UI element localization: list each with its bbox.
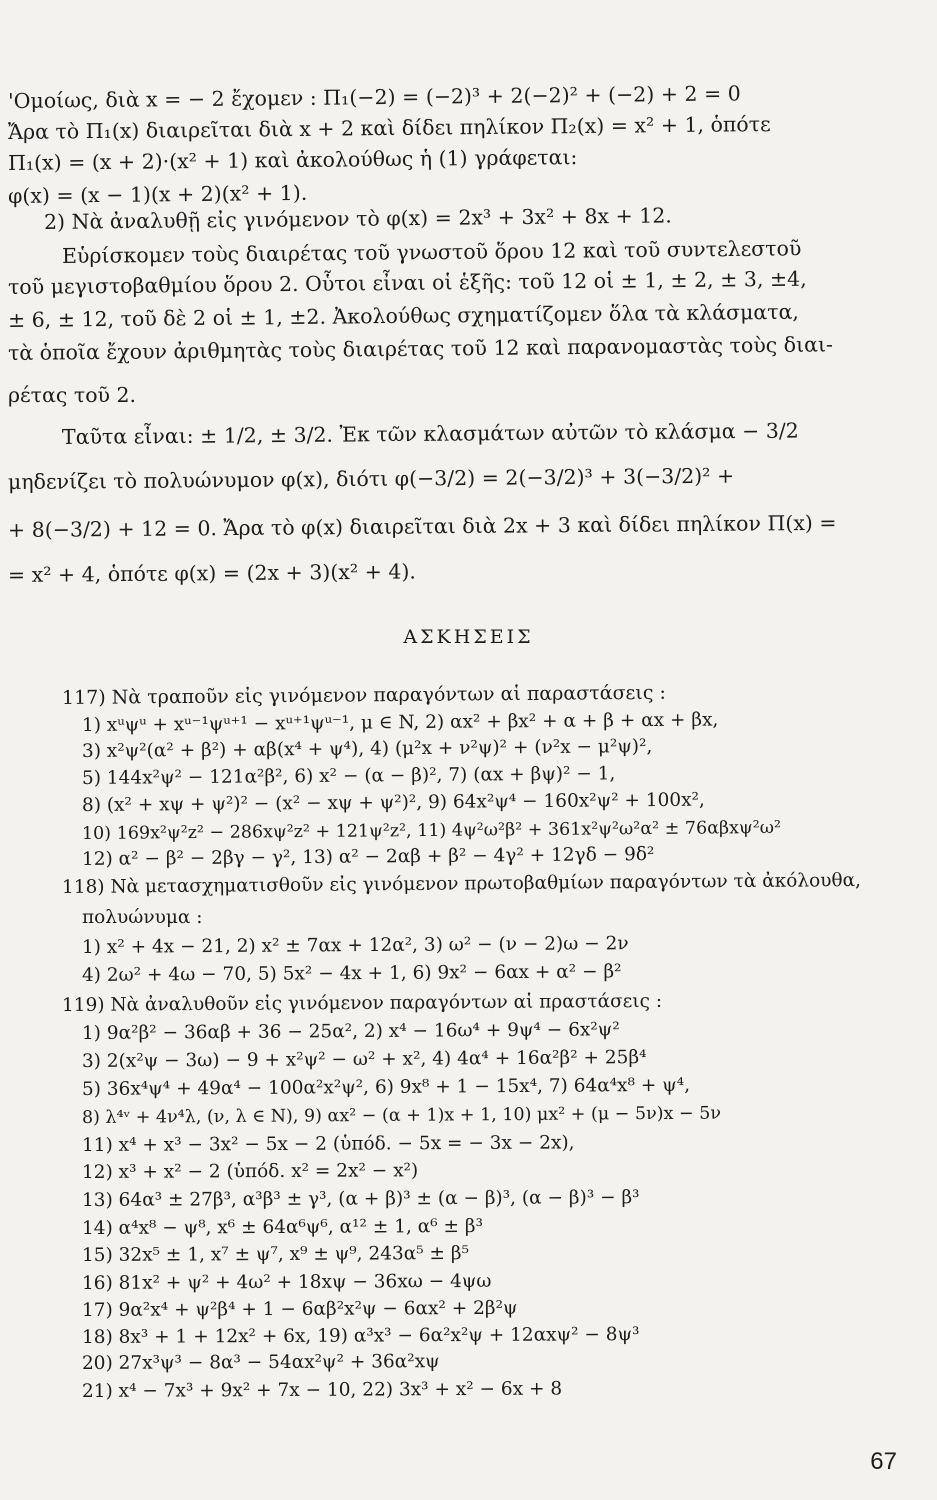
exercise-line: 1) xᵘψᵘ + xᵘ⁻¹ψᵘ⁺¹ − xᵘ⁺¹ψᵘ⁻¹, μ ∈ N, 2) αx² + βx² + α + β + αx + βx, (81, 709, 719, 736)
text-line: Ταῦτα εἶναι: ± 1/2, ± 3/2. Ἐκ τῶν κλασμάτων αὐτῶν τὸ κλάσμα − 3/2 (61, 418, 799, 449)
exercise-line: 13) 64α³ ± 27β³, α³β³ ± γ³, (α + β)³ ± (α − β)³, (α − β)³ − β³ (81, 1187, 640, 1211)
exercise-line: 4) 2ω² + 4ω − 70, 5) 5x² − 4x + 1, 6) 9x² − 6αx + α² − β² (81, 961, 622, 986)
text-line: μηδενίζει τὸ πολυώνυμον φ(x), διότι φ(−3/2) = 2(−3/2)³ + 3(−3/2)² + (7, 463, 735, 494)
exercise-118-title: 118) Νὰ μετασχηματισθοῦν εἰς γινόμενον πρωτοβαθμίων παραγόντων τὰ ἀκόλουθα, (61, 870, 862, 898)
exercise-line: 14) α⁴x⁸ − ψ⁸, x⁶ ± 64α⁶ψ⁶, α¹² ± 1, α⁶ ± β³ (81, 1215, 484, 1239)
text-line: τὰ ὁποῖα ἔχουν ἀριθμητὰς τοὺς διαιρέτας τοῦ 12 καὶ παρανομαστὰς τοὺς διαι- (7, 332, 834, 365)
exercise-119-title: 119) Νὰ ἀναλυθοῦν εἰς γινόμενον παραγόντων αἱ πραστάσεις : (61, 990, 663, 1016)
exercise-line: 21) x⁴ − 7x³ + 9x² + 7x − 10, 22) 3x³ + x² − 6x + 8 (81, 1378, 563, 1402)
exercise-line: 5) 36x⁴ψ⁴ + 49α⁴ − 100α²x²ψ², 6) 9x⁸ + 1 − 15x⁴, 7) 64α⁴x⁸ + ψ⁴, (81, 1074, 691, 1100)
exercise-line: 17) 9α²x⁴ + ψ²β⁴ + 1 − 6αβ²x²ψ − 6αx² + 2β²ψ (81, 1297, 518, 1321)
exercise-line: 12) α² − β² − 2βγ − γ², 13) α² − 2αβ + β² − 4γ² + 12γδ − 9δ² (81, 844, 655, 870)
exercise-line: 5) 144x²ψ² − 121α²β², 6) x² − (α − β)², 7) (αx + βψ)² − 1, (81, 763, 616, 789)
exercise-line: 20) 27x³ψ³ − 8α³ − 54αx²ψ² + 36α²xψ (81, 1351, 440, 1374)
text-line: τοῦ μεγιστοβαθμίου ὅρου 2. Οὗτοι εἶναι οἱ ἑξῆς: τοῦ 12 οἱ ± 1, ± 2, ± 3, ±4, (7, 266, 807, 299)
text-line: ρέτας τοῦ 2. (8, 383, 137, 407)
text-line: 'Ομοίως, διὰ x = − 2 ἔχομεν : Π₁(−2) = (−2)³ + 2(−2)² + (−2) + 2 = 0 (7, 81, 741, 113)
exercise-line: 8) (x² + xψ + ψ²)² − (x² − xψ + ψ²)², 9) 64x²ψ⁴ − 160x²ψ² + 100x², (81, 789, 705, 816)
exercise-line: 11) x⁴ + x³ − 3x² − 5x − 2 (ὑπόδ. − 5x = − 3x − 2x), (81, 1132, 575, 1156)
exercise-line: 3) x²ψ²(α² + β²) + αβ(x⁴ + ψ⁴), 4) (μ²x + ν²ψ)² + (ν²x − μ²ψ)², (81, 736, 653, 762)
exercise-line: 1) 9α²β² − 36αβ + 36 − 25α², 2) x⁴ − 16ω⁴ + 9ψ⁴ − 6x²ψ² (81, 1019, 620, 1044)
text-line: = x² + 4, ὁπότε φ(x) = (2x + 3)(x² + 4). (7, 559, 417, 587)
exercise-line: 18) 8x³ + 1 + 12x² + 6x, 19) α³x³ − 6α²x²ψ + 12αxψ² − 8ψ³ (81, 1324, 640, 1348)
section-heading: ΑΣΚΗΣΕΙΣ (403, 626, 534, 648)
exercise-line: πολυώνυμα : (82, 907, 203, 928)
exercise-line: 10) 169x²ψ²z² − 286xψ²z² + 121ψ²z², 11) 4ψ²ω²β² + 361x²ψ²ω²α² ± 76αβxψ²ω² (81, 817, 782, 844)
example-2-statement: 2) Νὰ ἀναλυθῇ εἰς γινόμενον τὸ φ(x) = 2x³ + 3x² + 8x + 12. (43, 203, 672, 234)
exercise-line: 16) 81x² + ψ² + 4ω² + 18xψ − 36xω − 4ψω (81, 1270, 492, 1294)
text-line: φ(x) = (x − 1)(x + 2)(x² + 1). (7, 180, 308, 208)
text-line: ± 6, ± 12, τοῦ δὲ 2 οἱ ± 1, ±2. Ἀκολούθως σχηματίζομεν ὅλα τὰ κλάσματα, (7, 299, 800, 332)
exercise-line: 8) λ⁴ᵛ + 4ν⁴λ, (ν, λ ∈ N), 9) αx² − (α + 1)x + 1, 10) μx² + (μ − 5ν)x − 5ν (81, 1103, 722, 1128)
text-line: + 8(−3/2) + 12 = 0. Ἄρα τὸ φ(x) διαιρεῖται διὰ 2x + 3 καὶ δίδει πηλίκον Π(x) = (7, 510, 837, 542)
page-number: 67 (870, 1448, 897, 1475)
exercise-117-title: 117) Νὰ τραποῦν εἰς γινόμενον παραγόντων αἱ παραστάσεις : (61, 681, 666, 709)
text-line: Ἄρα τὸ Π₁(x) διαιρεῖται διὰ x + 2 καὶ δίδει πηλίκον Π₂(x) = x² + 1, ὁπότε (7, 112, 771, 144)
exercise-line: 12) x³ + x² − 2 (ὑπόδ. x² = 2x² − x²) (81, 1160, 419, 1183)
text-line: Π₁(x) = (x + 2)·(x² + 1) καὶ ἀκολούθως ἡ (1) γράφεται: (7, 145, 578, 175)
exercise-line: 15) 32x⁵ ± 1, x⁷ ± ψ⁷, x⁹ ± ψ⁹, 243α⁵ ± β⁵ (81, 1242, 470, 1266)
exercise-line: 1) x² + 4x − 21, 2) x² ± 7αx + 12α², 3) ω² − (ν − 2)ω − 2ν (81, 933, 629, 958)
exercise-line: 3) 2(x²ψ − 3ω) − 9 + x²ψ² − ω² + x², 4) 4α⁴ + 16α²β² + 25β⁴ (81, 1047, 647, 1072)
text-line: Εὑρίσκομεν τοὺς διαιρέτας τοῦ γνωστοῦ ὅρου 12 καὶ τοῦ συντελεστοῦ (61, 236, 802, 268)
